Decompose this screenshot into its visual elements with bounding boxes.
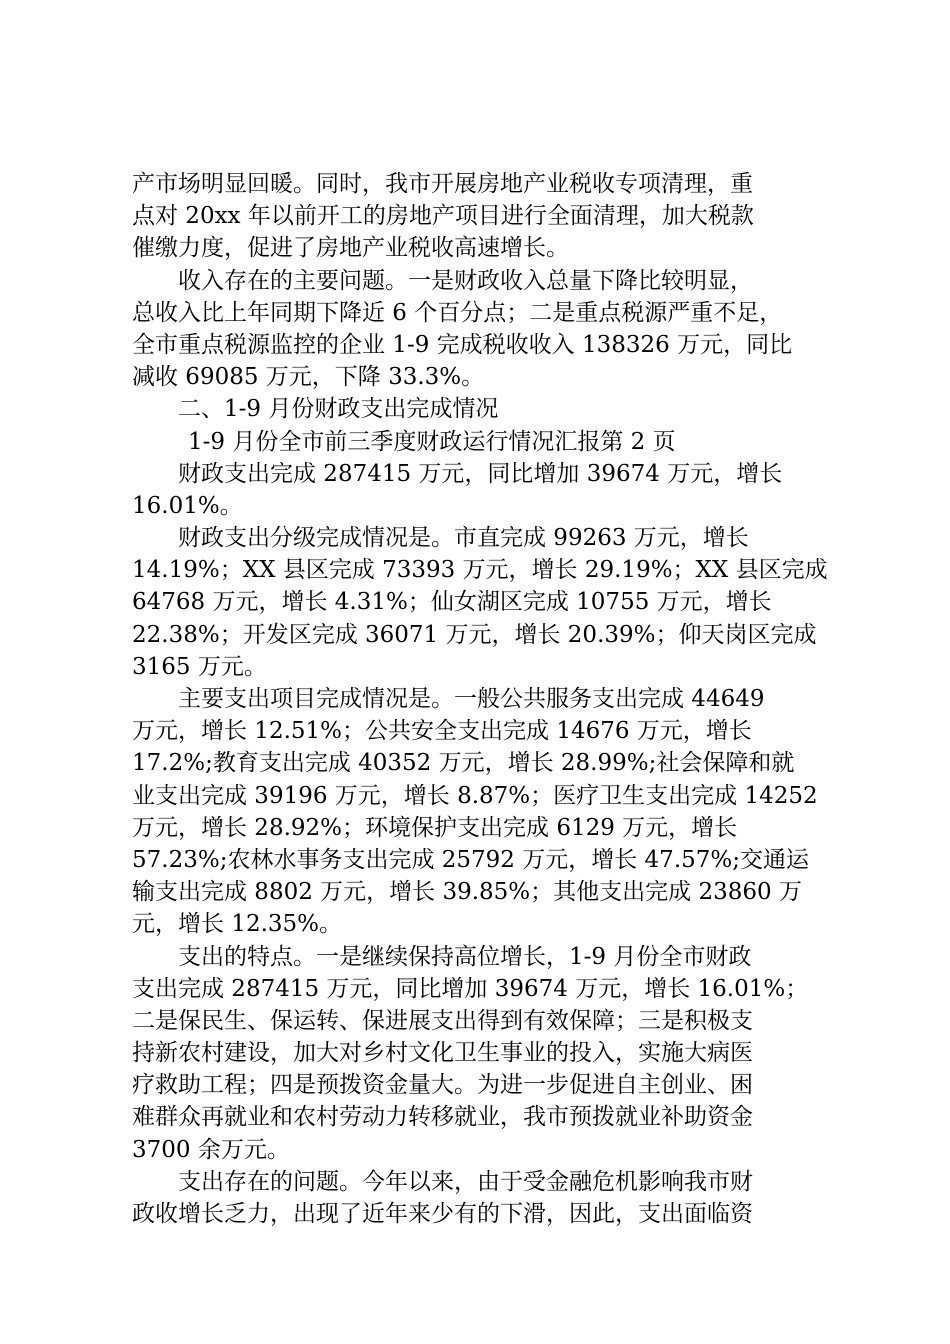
text-line: 万元，增长 12.51%；公共安全支出完成 14676 万元，增长 — [132, 718, 752, 745]
text-line: 17.2%;教育支出完成 40352 万元，增长 28.99%;社会保障和就 — [132, 750, 795, 777]
text-line: 持新农村建设，加大对乡村文化卫生事业的投入，实施大病医 — [132, 1040, 753, 1067]
text-line: 万元，增长 28.92%；环境保护支出完成 6129 万元，增长 — [132, 814, 738, 841]
text-line: 二是保民生、保运转、保进展支出得到有效保障；三是积极支 — [132, 1007, 753, 1034]
text-line: 业支出完成 39196 万元，增长 8.87%；医疗卫生支出完成 14252 — [132, 782, 818, 809]
text-line: 支出完成 287415 万元，同比增加 39674 万元，增长 16.01%； — [132, 975, 809, 1002]
text-line: 点对 20xx 年以前开工的房地产项目进行全面清理，加大税款 — [132, 203, 754, 230]
paragraph-first-line: 支出的特点。一是继续保持高位增长，1-9 月份全市财政 — [178, 943, 752, 970]
text-line: 减收 69085 万元，下降 33.3%。 — [132, 364, 485, 391]
text-line: 元，增长 12.35%。 — [132, 911, 343, 938]
paragraph-first-line: 支出存在的问题。今年以来，由于受金融危机影响我市财 — [178, 1168, 753, 1195]
text-line: 3165 万元。 — [132, 653, 267, 680]
text-line: 3700 余万元。 — [132, 1136, 290, 1163]
text-line: 催缴力度，促进了房地产业税收高速增长。 — [132, 235, 569, 262]
text-line: 64768 万元，增长 4.31%；仙女湖区完成 10755 万元，增长 — [132, 589, 772, 616]
text-line: 疗救助工程；四是预拨资金量大。为进一步促进自主创业、困 — [132, 1072, 753, 1099]
text-line: 政收增长乏力，出现了近年来少有的下滑，因此，支出面临资 — [132, 1201, 753, 1227]
text-line: 产市场明显回暖。同时，我市开展房地产业税收专项清理，重 — [132, 171, 753, 197]
body-text — [132, 168, 832, 1230]
text-line: 输支出完成 8802 万元，增长 39.85%；其他支出完成 23860 万 — [132, 879, 802, 906]
page-caption: 1-9 月份全市前三季度财政运行情况汇报第 2 页 — [188, 428, 676, 455]
text-line: 难群众再就业和农村劳动力转移就业，我市预拨就业补助资金 — [132, 1104, 753, 1131]
section-heading: 二、1-9 月份财政支出完成情况 — [178, 396, 499, 423]
text-line: 16.01%。 — [132, 492, 243, 519]
text-line: 22.38%；开发区完成 36071 万元，增长 20.39%；仰天岗区完成 — [132, 621, 817, 648]
text-line: 57.23%;农林水事务支出完成 25792 万元，增长 47.57%;交通运 — [132, 846, 809, 873]
text-line: 14.19%；XX 县区完成 73393 万元，增长 29.19%；XX 县区完成 — [132, 557, 828, 584]
paragraph-first-line: 财政支出分级完成情况是。市直完成 99263 万元，增长 — [178, 525, 749, 552]
text-line: 全市重点税源监控的企业 1-9 完成税收收入 138326 万元，同比 — [132, 331, 793, 358]
text-line: 总收入比上年同期下降近 6 个百分点；二是重点税源严重不足， — [132, 299, 783, 326]
paragraph-first-line: 财政支出完成 287415 万元，同比增加 39674 万元，增长 — [178, 460, 783, 487]
paragraph-first-line: 收入存在的主要问题。一是财政收入总量下降比较明显， — [178, 267, 753, 294]
paragraph-first-line: 主要支出项目完成情况是。一般公共服务支出完成 44649 — [178, 686, 765, 712]
